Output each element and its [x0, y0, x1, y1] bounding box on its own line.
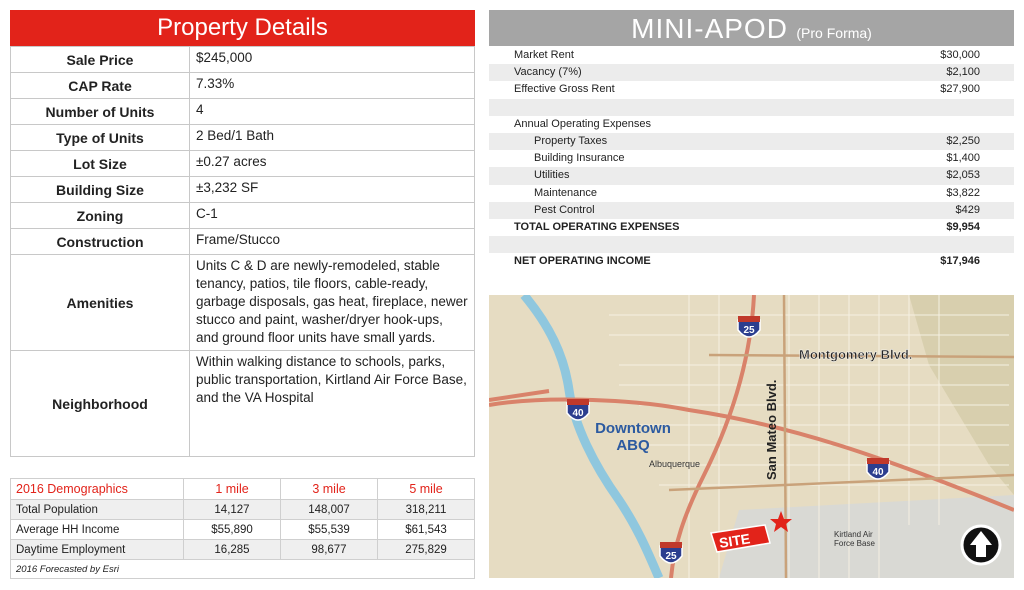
apod-value: $2,250	[946, 134, 980, 147]
apod-value: $429	[955, 203, 980, 216]
apod-row-noi	[489, 253, 1014, 270]
demographics-cell: $55,539	[281, 520, 378, 540]
property-row	[11, 99, 475, 125]
property-row	[11, 351, 475, 457]
apod-label: Annual Operating Expenses	[514, 117, 651, 130]
i40-label-east: 40	[872, 467, 884, 478]
apod-label: TOTAL OPERATING EXPENSES	[514, 220, 680, 233]
apod-row-total	[489, 219, 1014, 236]
apod-row-expense	[489, 185, 1014, 202]
site-label: SITE	[717, 530, 752, 551]
apod-title: MINI-APOD	[631, 13, 788, 44]
apod-row-egr	[489, 81, 1014, 98]
apod-row-expense	[489, 167, 1014, 184]
property-label: Amenities	[11, 255, 190, 351]
property-value: Units C & D are newly-remodeled, stable tenancy, patios, tile floors, cable-ready, garbage disposals, gas heat, fireplace, newer stucco and paint, washer/dryer hook-ups, and ground floor units have small yards.	[190, 255, 475, 351]
demographics-cell: $61,543	[378, 520, 475, 540]
downtown-label-line2: ABQ	[616, 437, 650, 454]
demographics-row	[11, 520, 475, 540]
interstate-40-shield-west	[567, 399, 589, 420]
apod-row-market-rent	[489, 47, 1014, 64]
property-value: ±3,232 SF	[190, 177, 475, 203]
interstate-25-shield-north	[738, 316, 760, 337]
apod-subtitle: (Pro Forma)	[796, 25, 872, 41]
property-row	[11, 125, 475, 151]
property-label: CAP Rate	[11, 73, 190, 99]
interstate-25-shield-south	[660, 542, 682, 563]
albuquerque-label: Albuquerque	[649, 459, 701, 469]
property-value: C-1	[190, 203, 475, 229]
location-map	[489, 295, 1014, 578]
san-mateo-blvd-label: San Mateo Blvd.	[764, 379, 779, 480]
demographics-header-row	[11, 479, 475, 500]
downtown-label-line1: Downtown	[595, 420, 671, 437]
apod-value: $1,400	[946, 152, 980, 165]
apod-label: Maintenance	[534, 186, 597, 199]
apod-spacer-row	[489, 236, 1014, 253]
property-label: Sale Price	[11, 47, 190, 73]
property-row	[11, 151, 475, 177]
demographics-row-label: Daytime Employment	[11, 540, 184, 560]
demographics-cell: 148,007	[281, 500, 378, 520]
demographics-column-header: 5 mile	[378, 479, 475, 500]
north-arrow-icon	[962, 526, 1000, 564]
demographics-column-header: 1 mile	[184, 479, 281, 500]
property-label: Type of Units	[11, 125, 190, 151]
demographics-note-row	[11, 560, 475, 579]
property-details-table	[10, 46, 475, 457]
apod-label: Vacancy (7%)	[514, 66, 582, 79]
property-value: 2 Bed/1 Bath	[190, 125, 475, 151]
apod-label: NET OPERATING INCOME	[514, 255, 651, 268]
apod-value: $30,000	[940, 49, 980, 61]
property-row	[11, 177, 475, 203]
apod-label: Market Rent	[514, 49, 574, 61]
demographics-row-label: Average HH Income	[11, 520, 184, 540]
demographics-cell: 14,127	[184, 500, 281, 520]
montgomery-blvd-label: Montgomery Blvd.	[799, 347, 913, 362]
property-details-title: Property Details	[10, 10, 475, 46]
apod-value: $9,954	[946, 220, 980, 233]
kirtland-label-line2: Force Base	[834, 539, 875, 548]
property-row	[11, 73, 475, 99]
apod-value: $3,822	[946, 186, 980, 199]
apod-value: $2,100	[946, 66, 980, 79]
demographics-row	[11, 540, 475, 560]
property-row	[11, 203, 475, 229]
demographics-cell: 275,829	[378, 540, 475, 560]
demographics-cell: 318,211	[378, 500, 475, 520]
apod-value: $2,053	[946, 169, 980, 182]
apod-row-opex-heading	[489, 116, 1014, 133]
demographics-row	[11, 500, 475, 520]
property-label: Zoning	[11, 203, 190, 229]
property-value: 4	[190, 99, 475, 125]
kirtland-label-line1: Kirtland Air	[834, 530, 873, 539]
apod-label: Building Insurance	[534, 152, 625, 165]
property-value: 7.33%	[190, 73, 475, 99]
property-row	[11, 255, 475, 351]
apod-row-expense	[489, 202, 1014, 219]
property-label: Lot Size	[11, 151, 190, 177]
demographics-cell: $55,890	[184, 520, 281, 540]
demographics-title: 2016 Demographics	[11, 479, 184, 500]
property-value: Within walking distance to schools, parks, public transportation, Kirtland Air Force Base, and the VA Hospital	[190, 351, 475, 457]
interstate-40-shield-east	[867, 458, 889, 479]
apod-row-expense	[489, 150, 1014, 167]
demographics-cell: 16,285	[184, 540, 281, 560]
property-label: Construction	[11, 229, 190, 255]
apod-label: Property Taxes	[534, 134, 608, 147]
apod-label: Utilities	[534, 169, 570, 182]
apod-label: Pest Control	[534, 203, 595, 216]
i25-label-north: 25	[743, 325, 755, 336]
property-value: Frame/Stucco	[190, 229, 475, 255]
property-label: Neighborhood	[11, 351, 190, 457]
apod-label: Effective Gross Rent	[514, 83, 615, 96]
property-label: Building Size	[11, 177, 190, 203]
i40-label-west: 40	[572, 408, 584, 419]
property-value: $245,000	[190, 47, 475, 73]
demographics-source-note: 2016 Forecasted by Esri	[11, 560, 475, 579]
i25-label-south: 25	[665, 551, 677, 562]
demographics-row-label: Total Population	[11, 500, 184, 520]
apod-row-expense	[489, 133, 1014, 150]
property-label: Number of Units	[11, 99, 190, 125]
apod-value: $17,946	[940, 255, 980, 268]
property-value: ±0.27 acres	[190, 151, 475, 177]
apod-row-vacancy	[489, 64, 1014, 81]
property-row	[11, 229, 475, 255]
apod-title-bar	[489, 10, 1014, 46]
demographics-table	[10, 478, 475, 579]
apod-statement	[489, 47, 1014, 270]
apod-spacer-row	[489, 99, 1014, 116]
apod-value: $27,900	[940, 83, 980, 96]
demographics-cell: 98,677	[281, 540, 378, 560]
property-row	[11, 47, 475, 73]
demographics-column-header: 3 mile	[281, 479, 378, 500]
